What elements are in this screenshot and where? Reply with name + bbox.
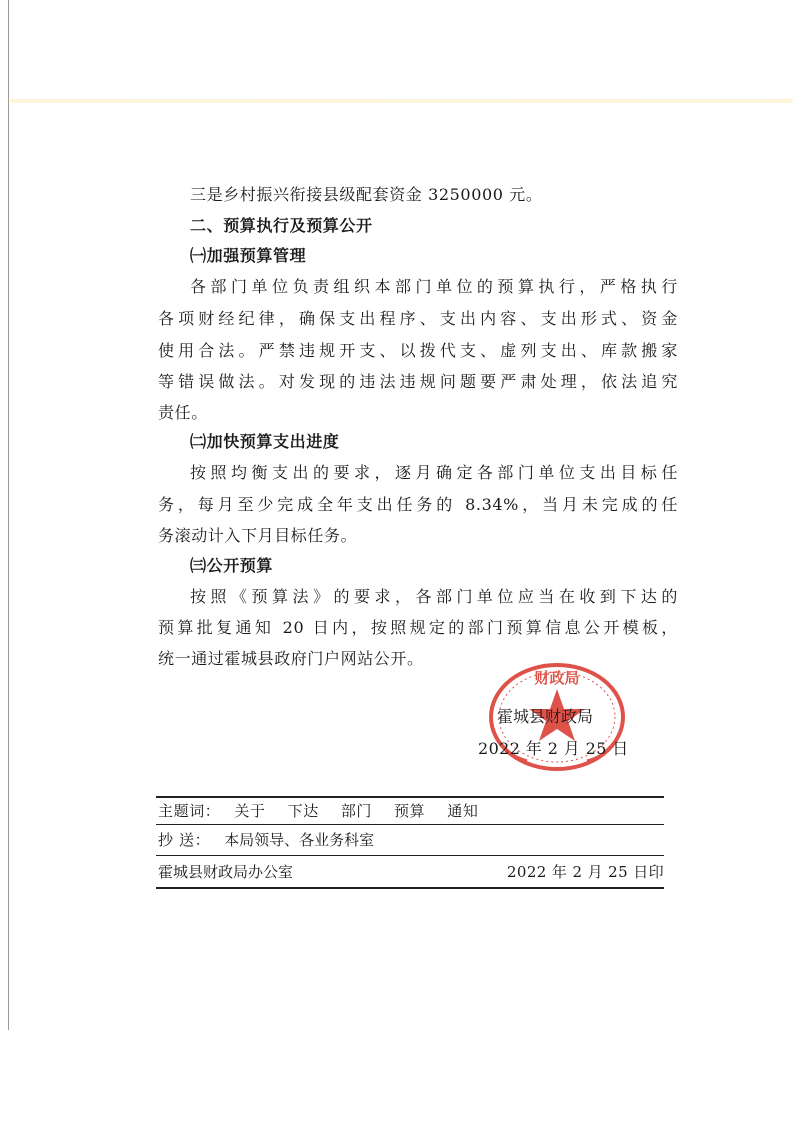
footer-rule-bottom [156,887,664,889]
cc-label: 抄 送： [158,831,211,849]
print-date: 2022 年 2 月 25 日印 [506,863,664,881]
signature-org: 霍城县财政局 [497,707,594,726]
body-line: 三是乡村振兴衔接县级配套资金 3250000 元。 [190,185,543,204]
seal-text: 财政局 [534,669,580,687]
subject-keyword: 通知 [447,802,479,820]
issuer: 霍城县财政局办公室 [158,863,294,881]
body-line: 各项财经纪律，确保支出程序、支出内容、支出形式、资金 [158,309,678,328]
subject-keyword: 下达 [287,802,319,820]
signature-date: 2022 年 2 月 25 日 [478,739,629,758]
page-edge [8,0,9,1030]
scan-band [10,99,793,103]
subject-row [158,800,664,822]
issuer-row [158,861,664,883]
body-line: 务滚动计入下月目标任务。 [158,526,358,545]
body-line: 等错误做法。对发现的违法违规问题要严肃处理，依法追究 [158,372,678,391]
body-line: 各部门单位负责组织本部门单位的预算执行，严格执行 [190,277,678,296]
body-line: 务，每月至少完成全年支出任务的 8.34%，当月未完成的任 [158,495,678,514]
subject-keyword: 部门 [340,802,373,820]
cc-value: 本局领导、各业务科室 [224,831,375,849]
footer-rule [156,824,664,825]
subject-keyword: 关于 [234,802,266,820]
body-line: 使用合法。严禁违规开支、以拨代支、虚列支出、库款搬家 [158,341,678,360]
body-line: 预算批复通知 20 日内，按照规定的部门预算信息公开模板， [158,618,678,637]
body-line: 按照《预算法》的要求，各部门单位应当在收到下达的 [190,587,678,606]
cc-row [158,829,664,851]
footer-rule-top [156,796,664,798]
subject-label: 主题词： [158,802,221,820]
body-line: 按照均衡支出的要求，逐月确定各部门单位支出目标任 [190,463,678,482]
subject-keyword: 预算 [394,802,426,820]
body-line: 统一通过霍城县政府门户网站公开。 [158,649,424,668]
subsection-heading: ㈠加强预算管理 [190,246,307,265]
section-heading: 二、预算执行及预算公开 [190,216,373,235]
subsection-heading: ㈡加快预算支出进度 [190,432,340,451]
body-line: 责任。 [158,403,208,422]
subsection-heading: ㈢公开预算 [190,556,274,575]
footer-rule [156,855,664,856]
